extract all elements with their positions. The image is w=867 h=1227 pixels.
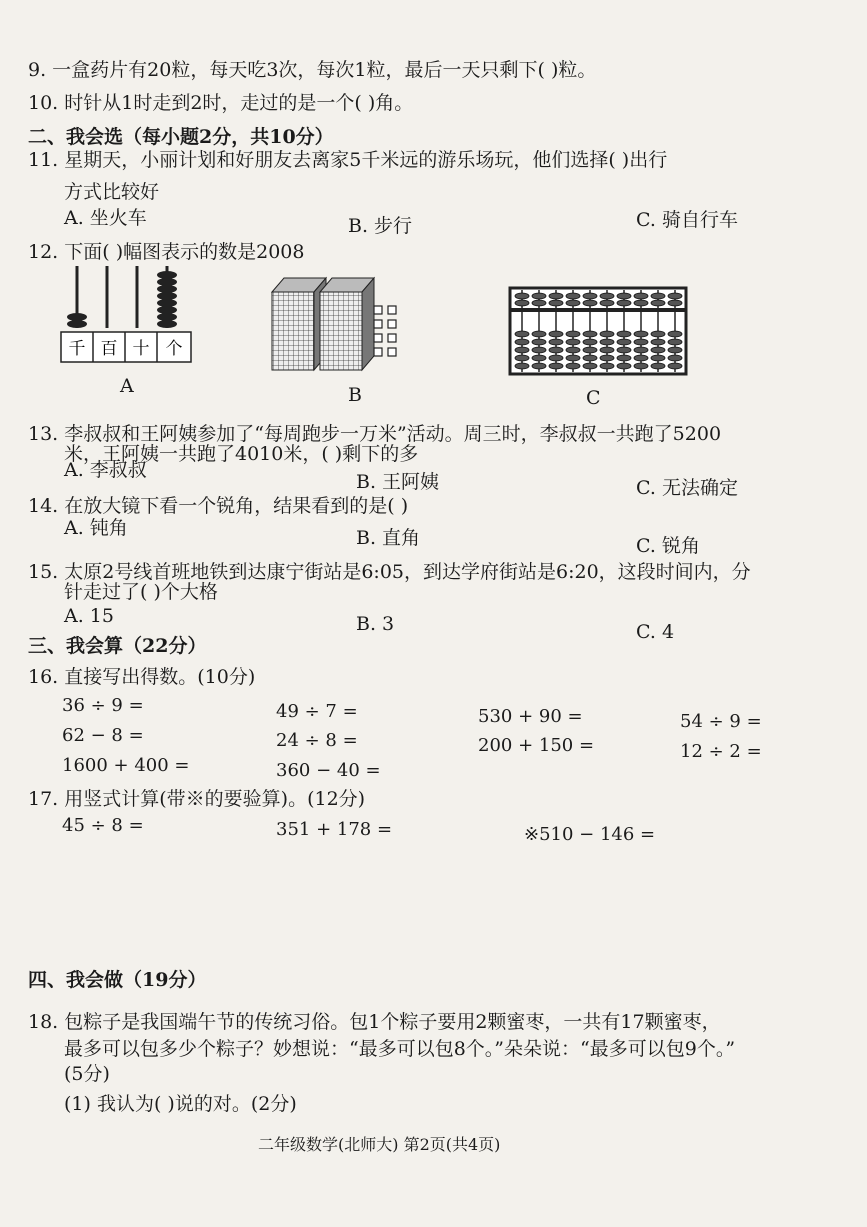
abacus-bead bbox=[583, 331, 597, 337]
page-footer: 二年级数学(北师大) 第2页(共4页) bbox=[258, 1135, 501, 1154]
q17-item-2: 351 + 178 = bbox=[276, 819, 393, 840]
q14-option-a: A. 钝角 bbox=[64, 517, 128, 539]
abacus-bead bbox=[617, 347, 631, 353]
q16-item-1: 36 ÷ 9 = bbox=[62, 695, 144, 716]
abacus-bead bbox=[515, 355, 529, 361]
question-10: 10. 时针从1时走到2时，走过的是一个( )角。 bbox=[28, 92, 414, 114]
abacus-bead bbox=[566, 347, 580, 353]
q11-option-c: C. 骑自行车 bbox=[636, 209, 738, 231]
q12-option-c: C bbox=[586, 387, 601, 409]
abacus-bead bbox=[668, 339, 682, 345]
abacus-bead bbox=[515, 363, 529, 369]
abacus-bead bbox=[651, 331, 665, 337]
abacus-bead bbox=[532, 339, 546, 345]
q15-option-a: A. 15 bbox=[64, 605, 114, 627]
question-15-line1: 15. 太原2号线首班地铁到达康宁街站是6:05，到达学府街站是6:20，这段时间内，分 bbox=[28, 561, 751, 583]
abacus-bead bbox=[532, 355, 546, 361]
abacus-bead bbox=[634, 300, 648, 306]
abacus-bead bbox=[566, 355, 580, 361]
abacus-figure-a bbox=[58, 262, 194, 370]
abacus-bead bbox=[634, 331, 648, 337]
question-13-line1: 13. 李叔叔和王阿姨参加了“每周跑步一万米”活动。周三时，李叔叔一共跑了5200 bbox=[28, 423, 722, 445]
abacus-bead bbox=[583, 300, 597, 306]
abacus-bead bbox=[532, 363, 546, 369]
q16-item-4: 54 ÷ 9 = bbox=[680, 711, 762, 732]
abacus-bead bbox=[532, 331, 546, 337]
abacus-bead bbox=[668, 293, 682, 299]
abacus-bead bbox=[515, 339, 529, 345]
section-2-heading: 二、我会选（每小题2分，共10分） bbox=[28, 126, 334, 148]
abacus-label-thousands: 千 bbox=[68, 339, 86, 359]
abacus-bead bbox=[668, 300, 682, 306]
abacus-bead bbox=[600, 347, 614, 353]
abacus-bead bbox=[583, 293, 597, 299]
question-18-line3: (5分) bbox=[64, 1063, 110, 1085]
abacus-bead bbox=[617, 355, 631, 361]
q13-option-a: A. 李叔叔 bbox=[64, 459, 147, 481]
q16-item-5: 62 − 8 = bbox=[62, 725, 144, 746]
abacus-bead bbox=[668, 331, 682, 337]
abacus-bead bbox=[651, 300, 665, 306]
abacus-bead bbox=[515, 331, 529, 337]
abacus-bead bbox=[549, 347, 563, 353]
q12-option-b: B bbox=[348, 384, 362, 406]
abacus-bead bbox=[651, 355, 665, 361]
abacus-bead bbox=[549, 331, 563, 337]
q14-option-b: B. 直角 bbox=[356, 527, 421, 549]
q17-item-1: 45 ÷ 8 = bbox=[62, 815, 144, 836]
q11-option-b: B. 步行 bbox=[348, 215, 413, 237]
q16-item-6: 24 ÷ 8 = bbox=[276, 730, 358, 751]
abacus-label-ones: 个 bbox=[165, 339, 183, 359]
abacus-bead bbox=[583, 363, 597, 369]
q13-option-c: C. 无法确定 bbox=[636, 477, 738, 499]
abacus-bead bbox=[532, 347, 546, 353]
q16-item-10: 360 − 40 = bbox=[276, 760, 381, 781]
question-16-stem: 16. 直接写出得数。(10分) bbox=[28, 666, 256, 688]
abacus-bead bbox=[634, 293, 648, 299]
q13-option-b: B. 王阿姨 bbox=[356, 471, 440, 493]
abacus-bead bbox=[566, 300, 580, 306]
blocks-figure-b bbox=[268, 270, 408, 374]
abacus-label-tens: 十 bbox=[132, 339, 150, 359]
abacus-label-hundreds: 百 bbox=[100, 339, 118, 359]
abacus-bead bbox=[566, 293, 580, 299]
abacus-bead bbox=[549, 293, 563, 299]
abacus-bead bbox=[651, 347, 665, 353]
abacus-bead bbox=[634, 363, 648, 369]
abacus-bead bbox=[651, 293, 665, 299]
question-18-line1: 18. 包粽子是我国端午节的传统习俗。包1个粽子要用2颗蜜枣，一共有17颗蜜枣， bbox=[28, 1011, 721, 1033]
section-3-heading: 三、我会算（22分） bbox=[28, 635, 207, 657]
abacus-bead bbox=[583, 339, 597, 345]
question-9: 9. 一盒药片有20粒，每天吃3次，每次1粒，最后一天只剩下( )粒。 bbox=[28, 59, 597, 81]
abacus-bead bbox=[532, 293, 546, 299]
abacus-bead bbox=[617, 363, 631, 369]
abacus-bead bbox=[549, 300, 563, 306]
abacus-bead bbox=[583, 355, 597, 361]
question-11-line2: 方式比较好 bbox=[64, 181, 160, 203]
abacus-bead bbox=[668, 363, 682, 369]
abacus-figure-c bbox=[508, 286, 690, 378]
abacus-bead bbox=[566, 363, 580, 369]
q16-item-7: 200 + 150 = bbox=[478, 735, 595, 756]
question-11-line1: 11. 星期天，小丽计划和好朋友去离家5千米远的游乐场玩，他们选择( )出行 bbox=[28, 149, 668, 171]
abacus-bead bbox=[549, 339, 563, 345]
abacus-bead bbox=[617, 300, 631, 306]
q17-item-3: ※510 − 146 = bbox=[524, 824, 656, 845]
abacus-bead bbox=[668, 347, 682, 353]
abacus-bead bbox=[515, 300, 529, 306]
abacus-bead bbox=[600, 339, 614, 345]
abacus-bead bbox=[515, 347, 529, 353]
abacus-bead bbox=[634, 355, 648, 361]
abacus-bead bbox=[549, 355, 563, 361]
q16-item-9: 1600 + 400 = bbox=[62, 755, 190, 776]
q16-item-3: 530 + 90 = bbox=[478, 706, 583, 727]
abacus-bead bbox=[651, 363, 665, 369]
question-18-sub1: (1) 我认为( )说的对。(2分) bbox=[64, 1093, 297, 1115]
q11-option-a: A. 坐火车 bbox=[64, 207, 147, 229]
abacus-bead bbox=[617, 293, 631, 299]
abacus-bead bbox=[634, 347, 648, 353]
q15-option-c: C. 4 bbox=[636, 621, 675, 643]
abacus-bead bbox=[583, 347, 597, 353]
abacus-bead bbox=[600, 300, 614, 306]
question-12-stem: 12. 下面( )幅图表示的数是2008 bbox=[28, 241, 305, 263]
abacus-bead bbox=[668, 355, 682, 361]
abacus-bead bbox=[600, 363, 614, 369]
abacus-bead bbox=[515, 293, 529, 299]
abacus-bead bbox=[600, 331, 614, 337]
abacus-bead bbox=[617, 331, 631, 337]
question-14: 14. 在放大镜下看一个锐角，结果看到的是( ) bbox=[28, 495, 409, 517]
abacus-bead bbox=[617, 339, 631, 345]
q12-option-a: A bbox=[120, 375, 134, 397]
abacus-bead bbox=[634, 339, 648, 345]
abacus-bead bbox=[549, 363, 563, 369]
abacus-bead bbox=[651, 339, 665, 345]
q14-option-c: C. 锐角 bbox=[636, 535, 700, 557]
abacus-bead bbox=[600, 355, 614, 361]
question-17-stem: 17. 用竖式计算(带※的要验算)。(12分) bbox=[28, 788, 366, 810]
abacus-bead bbox=[566, 339, 580, 345]
section-4-heading: 四、我会做（19分） bbox=[28, 969, 207, 991]
question-15-line2: 针走过了( )个大格 bbox=[64, 581, 218, 603]
q16-item-2: 49 ÷ 7 = bbox=[276, 701, 358, 722]
question-18-line2: 最多可以包多少个粽子？妙想说：“最多可以包8个。”朵朵说：“最多可以包9个。” bbox=[64, 1038, 736, 1060]
q16-item-8: 12 ÷ 2 = bbox=[680, 741, 762, 762]
abacus-bead bbox=[600, 293, 614, 299]
question-13-line2: 米，王阿姨一共跑了4010米，( )剩下的多 bbox=[64, 443, 419, 465]
abacus-bead bbox=[532, 300, 546, 306]
abacus-bead bbox=[566, 331, 580, 337]
q15-option-b: B. 3 bbox=[356, 613, 395, 635]
